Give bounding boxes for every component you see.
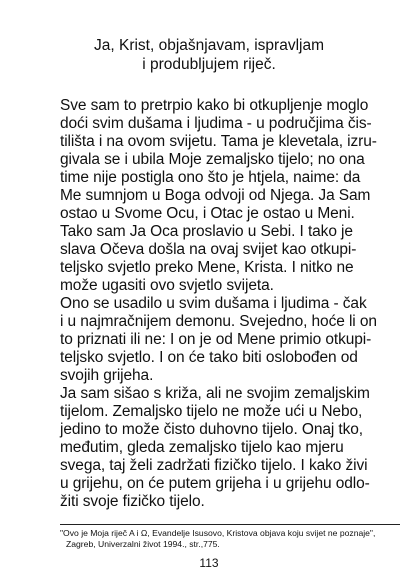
body-line: u grijehu, on će putem grijeha i u grijehu odlo-: [60, 475, 370, 492]
body-line: Tako sam Ja Oca proslavio u Sebi. I tako je: [60, 223, 353, 240]
body-line: teljsko svjetlo. I on će tako biti oslobođen od: [60, 349, 358, 366]
body-text: [60, 97, 400, 511]
footnote-divider: [60, 524, 400, 525]
heading-line-1: Ja, Krist, objašnjavam, ispravljam: [94, 37, 324, 54]
body-line: može ugasiti ovo svjetlo svijeta.: [60, 277, 274, 294]
body-line: međutim, gleda zemaljsko tijelo kao mjeru: [60, 439, 344, 456]
footnote: [60, 528, 405, 550]
body-line: Me sumnjom u Boga odvoji od Njega. Ja Sam: [60, 187, 371, 204]
page-number: 113: [199, 556, 219, 570]
body-line: time nije postigla ono što je htjela, naime: da: [60, 169, 361, 186]
footnote-line-1: "Ovo je Moja riječ A i Ω, Evandelje Isusovo, Kristova objava koju svijet ne poznaje",: [60, 528, 376, 538]
footnote-line-2: Zagreb, Univerzalni život 1994., str.,775.: [66, 539, 220, 549]
body-line: to priznati ili ne: I on je od Mene primio otkupi-: [60, 331, 372, 348]
body-line: i u najmračnijem demonu. Svejedno, hoće li on: [60, 313, 377, 330]
body-line: slava Očeva došla na ovaj svijet kao otkupi-: [60, 241, 357, 258]
body-line: Ja sam sišao s križa, ali ne svojim zemaljskim: [60, 385, 370, 402]
body-line: jedino to može čisto duhovno tijelo. Onaj tko,: [60, 421, 363, 438]
body-line: givala se i ubila Moje zemaljsko tijelo; no ona: [60, 151, 365, 168]
body-line: svojih grijeha.: [60, 367, 154, 384]
body-line: doći svim dušama i ljudima - u područjima čis-: [60, 115, 372, 132]
body-line: tilišta i na ovom svijetu. Tama je klevetala, izru-: [60, 133, 377, 150]
body-line: ostao u Svome Ocu, i Otac je ostao u Meni.: [60, 205, 355, 222]
body-line: Sve sam to pretrpio kako bi otkupljenje moglo: [60, 97, 369, 114]
chapter-heading: [0, 36, 418, 74]
body-line: žiti svoje fizičko tijelo.: [60, 493, 205, 510]
heading-line-2: i produbljujem riječ.: [142, 56, 276, 73]
body-line: svega, taj želi zadržati fizičko tijelo. I kako živi: [60, 457, 368, 474]
body-line: teljsko svjetlo preko Mene, Krista. I nitko ne: [60, 259, 354, 276]
body-line: Ono se usadilo u svim dušama i ljudima - čak: [60, 295, 367, 312]
body-line: tijelom. Zemaljsko tijelo ne može ući u Nebo,: [60, 403, 363, 420]
